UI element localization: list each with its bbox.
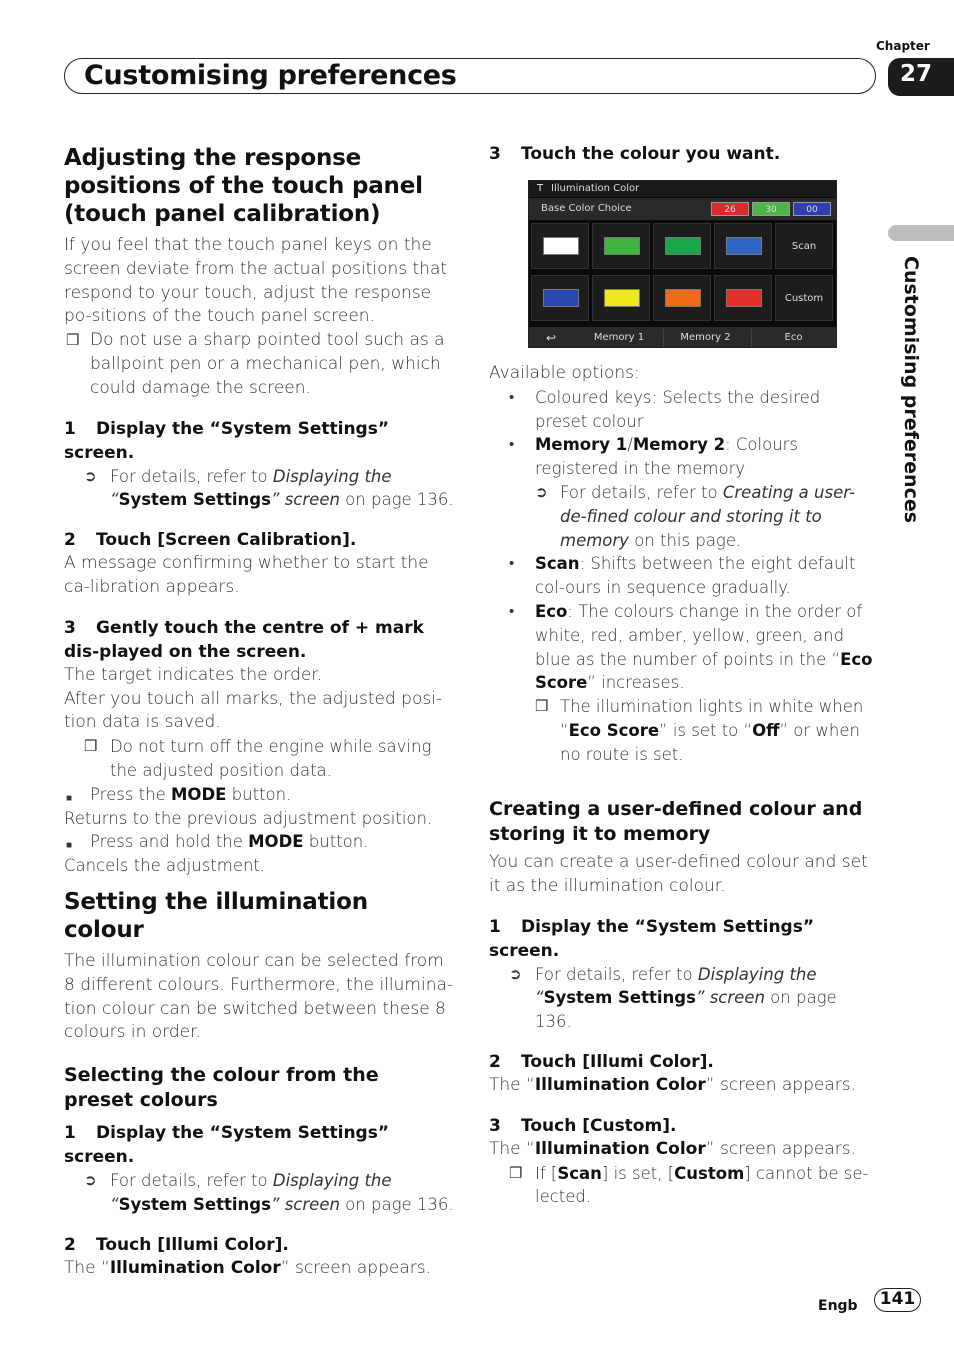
note-text: If [ xyxy=(535,1163,558,1183)
step-text: Touch [Custom]. xyxy=(521,1115,677,1136)
calibration-intro: If you feel that the touch panel keys on the screen deviate from the actual positions that respond to your touch, adjust the response po-sitions of the touch panel screen. xyxy=(64,235,448,327)
note-key: Scan xyxy=(557,1163,602,1183)
ref-page: on page 136. xyxy=(339,1194,454,1214)
ref-italic: Displaying the “ xyxy=(535,964,817,1008)
illumination-text: The illumination colour can be selected from 8 different colours. Furthermore, the illumina-tion colour can be switched between these 8 colours in order. xyxy=(64,951,454,1043)
note-key: Custom xyxy=(674,1163,745,1183)
ref-page: on page 136. xyxy=(339,490,454,510)
scan-label: Scan xyxy=(791,240,817,252)
back-icon[interactable]: ↩ xyxy=(545,331,557,345)
side-tab-label: Customising preferences xyxy=(900,256,922,524)
step-number: 3 xyxy=(489,144,501,164)
calib-step-1 xyxy=(64,417,454,465)
mode-key: MODE xyxy=(248,832,304,852)
screen-name: Illumination Color xyxy=(534,1138,706,1159)
side-tab-bar xyxy=(888,225,954,241)
arrow-ref-icon: ➲ xyxy=(509,964,522,983)
scan-button[interactable] xyxy=(775,223,833,269)
section-options xyxy=(489,362,873,767)
screen-name: Illumination Color xyxy=(109,1257,281,1278)
step-number: 1 xyxy=(64,1123,76,1144)
option-key: Eco xyxy=(535,601,568,621)
step-number: 1 xyxy=(64,418,76,439)
bullet-icon: • xyxy=(509,435,515,454)
step-text: Display the “System Settings” screen. xyxy=(489,916,815,961)
option-coloured-keys xyxy=(489,386,873,434)
mode-hold xyxy=(64,830,454,854)
step-number: 2 xyxy=(64,1234,76,1255)
option-text: : Colours registered in the memory xyxy=(535,435,799,479)
option-sep: / xyxy=(627,435,633,455)
text: ” screen appears. xyxy=(705,1138,857,1159)
chapter-number-badge: 27 xyxy=(888,58,954,96)
mode-press xyxy=(64,783,454,807)
illumination-icon: T xyxy=(537,183,544,194)
create-step-3 xyxy=(489,1114,873,1138)
option-eco xyxy=(489,600,873,695)
calibration-note-text: Do not use a sharp pointed tool such as a ballpoint pen or a mechanical pen, which could damage the screen. xyxy=(90,330,445,398)
footer-language: Engb xyxy=(818,1298,858,1314)
note-text: ] cannot be se-lected. xyxy=(535,1163,869,1207)
green-swatch xyxy=(604,237,640,255)
footer-page-number: 141 xyxy=(874,1288,921,1312)
note-key: Eco Score xyxy=(568,720,660,740)
ref-text: For details, refer to xyxy=(110,1171,273,1191)
arrow-ref-icon: ➲ xyxy=(84,466,97,485)
calibration-note xyxy=(64,329,454,400)
calib-step-3-note xyxy=(64,735,454,783)
ref-text: For details, refer to xyxy=(110,466,273,486)
color-key-yellow[interactable] xyxy=(592,275,650,321)
text: ” screen appears. xyxy=(705,1074,857,1095)
illumination-color-screen xyxy=(528,180,837,348)
ref-italic: ” screen xyxy=(270,1194,340,1214)
note-text: ” is set to “ xyxy=(659,720,753,740)
note-text: ] is set, [ xyxy=(601,1163,675,1183)
calib-step-3-text1: The target indicates the order. xyxy=(64,664,323,685)
preset-step-1 xyxy=(64,1121,454,1169)
heading-calibration: Adjusting the response positions of the touch panel (touch panel calibration) xyxy=(64,145,423,227)
text: ” screen appears. xyxy=(280,1257,432,1278)
mode-text: button. xyxy=(303,832,369,852)
option-text: Coloured keys: Selects the desired preset colour xyxy=(535,387,821,431)
eco-button[interactable]: Eco xyxy=(751,329,835,347)
option-memory-ref xyxy=(489,481,873,552)
blue-swatch xyxy=(726,237,762,255)
orange-swatch xyxy=(665,289,701,307)
ref-italic: Displaying the “ xyxy=(110,1171,392,1214)
step-text: Display the “System Settings” screen. xyxy=(64,1123,390,1168)
ref-bold: System Settings xyxy=(118,490,271,510)
create-step-3-text xyxy=(489,1138,873,1162)
color-key-white[interactable] xyxy=(531,223,589,269)
green-swatch xyxy=(665,237,701,255)
screen-title-bar xyxy=(529,181,836,197)
section-touch-colour xyxy=(489,142,879,166)
color-key-red[interactable] xyxy=(714,275,772,321)
create-step-2 xyxy=(489,1050,873,1074)
heading-illumination: Setting the illumination colour xyxy=(64,889,368,943)
checkbox-note-icon: ❒ xyxy=(66,331,80,350)
arrow-ref-icon: ➲ xyxy=(535,482,548,501)
step-text: Touch [Screen Calibration]. xyxy=(96,530,357,551)
ref-text: For details, refer to xyxy=(535,964,698,984)
create-step-2-text xyxy=(489,1074,873,1098)
text: The “ xyxy=(489,1138,535,1159)
base-color-row xyxy=(529,198,836,220)
ref-page: on page 136. xyxy=(535,988,837,1032)
step-text: Display the “System Settings” screen. xyxy=(64,418,390,463)
checkbox-note-icon: ❒ xyxy=(84,737,98,756)
ref-italic: Displaying the “ xyxy=(110,466,392,510)
color-key-green-1[interactable] xyxy=(592,223,650,269)
step-text: Touch [Illumi Color]. xyxy=(96,1234,289,1255)
mode-text: Press and hold the xyxy=(90,832,249,852)
create-step-3-note xyxy=(489,1162,873,1210)
color-key-green-2[interactable] xyxy=(653,223,711,269)
ref-italic: ” screen xyxy=(695,988,765,1008)
option-eco-note xyxy=(489,695,873,766)
option-key: Memory 2 xyxy=(632,435,726,455)
step-text: Touch the colour you want. xyxy=(521,144,781,164)
preset-step-1-ref xyxy=(64,1169,454,1217)
step-number: 2 xyxy=(64,530,76,551)
color-value-green[interactable]: 30 xyxy=(752,202,790,216)
color-value-red[interactable]: 26 xyxy=(711,202,749,216)
memory-1-button[interactable]: Memory 1 xyxy=(593,332,645,343)
step-number: 3 xyxy=(489,1115,501,1136)
text: The “ xyxy=(64,1257,110,1278)
ref-page: on this page. xyxy=(628,530,742,550)
calib-step-3 xyxy=(64,616,454,664)
create-text: You can create a user-defined colour and set it as the illumination colour. xyxy=(489,852,868,896)
screen-bottom-bar xyxy=(529,327,836,348)
checkbox-note-icon: ❒ xyxy=(509,1163,523,1182)
memory-2-button[interactable]: Memory 2 xyxy=(663,329,747,347)
option-key: Eco Score xyxy=(535,649,873,693)
ref-text: For details, refer to xyxy=(560,482,723,502)
ref-bold: System Settings xyxy=(543,988,696,1008)
arrow-ref-icon: ➲ xyxy=(84,1171,97,1190)
screen-name: Illumination Color xyxy=(534,1074,706,1095)
note-text: The illumination lights in white when “ xyxy=(560,697,864,740)
step-text: Gently touch the centre of + mark dis-played on the screen. xyxy=(64,617,424,662)
section-create xyxy=(489,797,873,1209)
option-scan xyxy=(489,552,873,600)
section-calibration xyxy=(64,144,454,878)
section-illumination xyxy=(64,888,454,1281)
bullet-icon: • xyxy=(509,554,515,573)
option-text: : Shifts between the eight default col-ours in sequence gradually. xyxy=(535,554,856,598)
heading-preset: Selecting the colour from the preset colours xyxy=(64,1064,379,1112)
red-swatch xyxy=(726,289,762,307)
option-text: ” increases. xyxy=(587,673,685,693)
color-key-orange[interactable] xyxy=(653,275,711,321)
chapter-label: Chapter xyxy=(876,39,930,53)
mode-text: button. xyxy=(226,784,292,804)
page-header-title: Customising preferences xyxy=(84,60,457,91)
mode-hold-result: Cancels the adjustment. xyxy=(64,856,266,876)
color-key-blue-2[interactable] xyxy=(531,275,589,321)
option-key: Memory 1 xyxy=(535,435,628,455)
yellow-swatch xyxy=(604,289,640,307)
step-number: 1 xyxy=(489,916,501,937)
square-bullet-icon: ■ xyxy=(66,840,73,852)
option-key: Scan xyxy=(535,554,580,574)
bullet-icon: • xyxy=(509,387,515,406)
calib-step-2-text: A message confirming whether to start the ca-libration appears. xyxy=(64,553,429,597)
available-options-label: Available options: xyxy=(489,363,640,383)
calib-step-1-ref xyxy=(64,465,454,513)
ref-bold: System Settings xyxy=(118,1194,271,1214)
calib-step-2 xyxy=(64,528,454,552)
calib-step-3-text2: After you touch all marks, the adjusted posi-tion data is saved. xyxy=(64,688,443,733)
white-swatch xyxy=(543,237,579,255)
option-text: : The colours change in the order of white, red, amber, yellow, green, and blue as the number of points in the “ xyxy=(535,601,863,669)
note-text: ” or when no route is set. xyxy=(560,720,860,764)
preset-step-2-text xyxy=(64,1257,454,1281)
custom-button[interactable] xyxy=(775,275,833,321)
mode-press-result: Returns to the previous adjustment position. xyxy=(64,808,433,828)
mode-key: MODE xyxy=(171,784,227,804)
custom-label: Custom xyxy=(784,292,824,304)
step-number: 2 xyxy=(489,1051,501,1072)
mode-text: Press the xyxy=(90,784,171,804)
note-text: Do not turn off the engine while saving the adjusted position data. xyxy=(110,737,432,780)
bullet-icon: • xyxy=(509,601,515,620)
note-key: Off xyxy=(752,720,780,740)
base-color-label: Base Color Choice xyxy=(541,203,632,214)
right-step-3 xyxy=(489,142,879,166)
step-number: 3 xyxy=(64,617,76,638)
screen-title: Illumination Color xyxy=(551,183,640,194)
blue-swatch xyxy=(543,289,579,307)
ref-italic: ” screen xyxy=(270,490,340,510)
create-step-1-ref xyxy=(489,963,873,1034)
ref-italic: Creating a user-de-fined colour and storing it to memory xyxy=(560,482,856,550)
heading-create: Creating a user-defined colour and storing it to memory xyxy=(489,798,863,845)
preset-step-2 xyxy=(64,1233,454,1257)
option-memory xyxy=(489,433,873,481)
checkbox-note-icon: ❒ xyxy=(535,697,549,716)
step-text: Touch [Illumi Color]. xyxy=(521,1051,714,1072)
square-bullet-icon: ■ xyxy=(66,792,73,804)
text: The “ xyxy=(489,1074,535,1095)
color-value-blue[interactable]: 00 xyxy=(793,202,831,216)
create-step-1 xyxy=(489,915,873,963)
color-key-blue-1[interactable] xyxy=(714,223,772,269)
